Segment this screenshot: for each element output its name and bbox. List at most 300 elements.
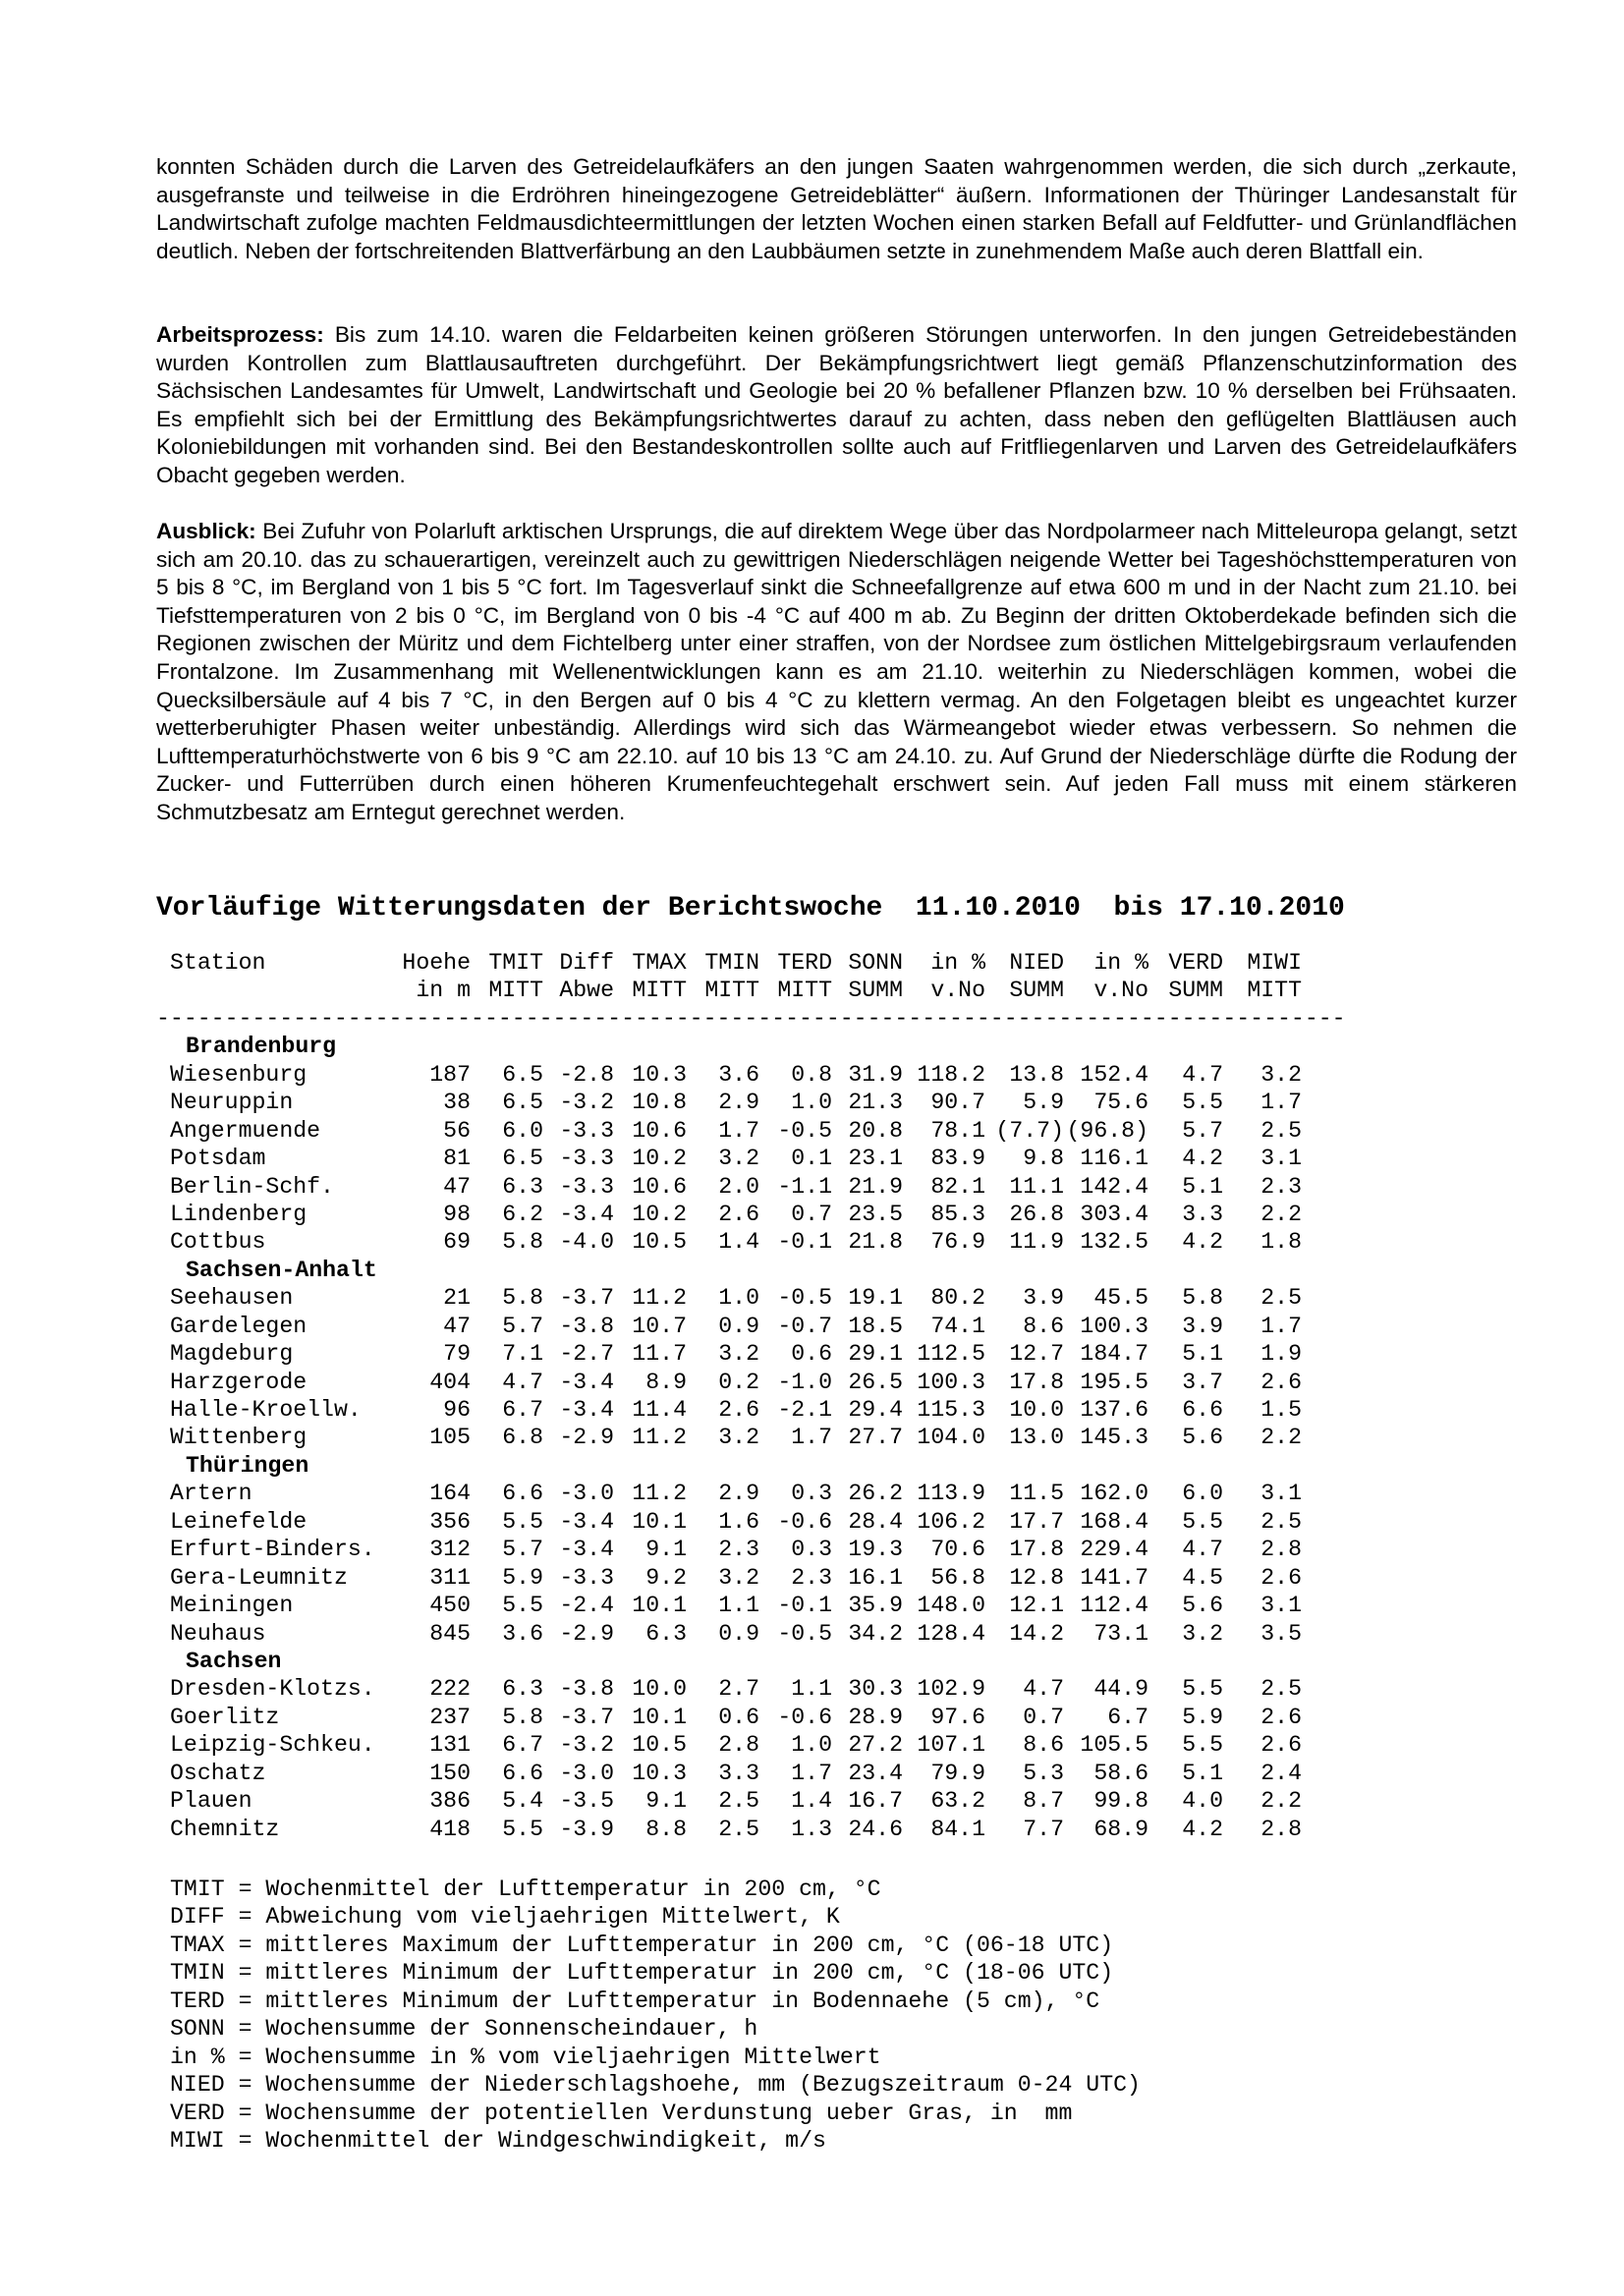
region-heading: Brandenburg	[186, 1034, 337, 1060]
data-cell: 13.0	[1009, 1425, 1064, 1451]
data-cell: -3.2	[559, 1732, 614, 1759]
data-cell: 12.1	[1009, 1593, 1064, 1619]
data-cell: 2.8	[1260, 1816, 1302, 1842]
column-header: MIWI	[1247, 950, 1302, 976]
station-name: Plauen	[170, 1788, 252, 1815]
data-cell: 2.3	[791, 1564, 832, 1591]
region-heading: Thüringen	[186, 1452, 309, 1479]
region-heading: Sachsen-Anhalt	[186, 1257, 377, 1283]
table-row	[156, 1816, 1473, 1843]
data-cell: -3.8	[559, 1676, 614, 1703]
data-cell: 3.1	[1260, 1146, 1302, 1172]
data-cell: -3.2	[559, 1090, 614, 1116]
data-cell: 4.7	[1182, 1061, 1223, 1088]
data-cell: 10.7	[632, 1313, 687, 1339]
data-cell: 20.8	[848, 1117, 903, 1144]
legend-entry: TMAX = mittleres Maximum der Lufttemperatur in 200 cm, °C (06-18 UTC)	[170, 1932, 1114, 1958]
data-cell: 10.5	[632, 1229, 687, 1256]
data-cell: 168.4	[1080, 1508, 1148, 1535]
data-cell: 0.6	[718, 1704, 759, 1730]
data-cell: 118.2	[917, 1061, 985, 1088]
data-cell: 5.9	[502, 1564, 543, 1591]
data-cell: 9.1	[645, 1788, 687, 1815]
data-cell: 1.0	[791, 1090, 832, 1116]
data-cell: 17.8	[1009, 1537, 1064, 1563]
station-name: Goerlitz	[170, 1704, 280, 1730]
station-name: Seehausen	[170, 1285, 294, 1312]
weather-data-table	[156, 949, 1473, 1843]
data-cell: 104.0	[917, 1425, 985, 1451]
data-cell: 1.7	[791, 1760, 832, 1786]
data-cell: -0.1	[777, 1229, 832, 1256]
data-cell: -2.9	[559, 1620, 614, 1647]
data-cell: 115.3	[917, 1397, 985, 1423]
data-cell: 5.5	[1182, 1732, 1223, 1759]
data-cell: 31.9	[848, 1061, 903, 1088]
station-name: Leipzig-Schkeu.	[170, 1732, 375, 1759]
column-header-unit: MITT	[488, 978, 543, 1004]
data-cell: 229.4	[1080, 1537, 1148, 1563]
data-cell: 21.8	[848, 1229, 903, 1256]
table-row	[156, 1592, 1473, 1619]
data-cell: 237	[429, 1704, 471, 1730]
legend-entry: VERD = Wochensumme der potentiellen Verdunstung ueber Gras, in mm	[170, 2100, 1073, 2126]
column-header-unit: v.No	[1093, 978, 1148, 1004]
data-cell: 3.5	[1260, 1620, 1302, 1647]
station-name: Wittenberg	[170, 1425, 308, 1451]
column-header: Station	[170, 950, 266, 976]
data-cell: 2.0	[718, 1173, 759, 1200]
data-cell: 2.8	[718, 1732, 759, 1759]
data-cell: 3.2	[1260, 1061, 1302, 1088]
data-cell: 106.2	[917, 1508, 985, 1535]
data-cell: 450	[429, 1593, 471, 1619]
data-cell: 5.6	[1182, 1593, 1223, 1619]
data-cell: 2.8	[1260, 1537, 1302, 1563]
data-cell: 5.9	[1023, 1090, 1064, 1116]
data-cell: 100.3	[917, 1369, 985, 1395]
data-cell: 6.0	[502, 1117, 543, 1144]
data-cell: 19.1	[848, 1285, 903, 1312]
data-cell: 23.4	[848, 1760, 903, 1786]
data-cell: 5.7	[1182, 1117, 1223, 1144]
data-cell: 6.3	[502, 1173, 543, 1200]
data-cell: -0.5	[777, 1117, 832, 1144]
data-cell: 14.2	[1009, 1620, 1064, 1647]
data-cell: 6.7	[502, 1397, 543, 1423]
data-cell: 1.4	[718, 1229, 759, 1256]
data-cell: 1.4	[791, 1788, 832, 1815]
data-cell: 9.1	[645, 1537, 687, 1563]
data-cell: 6.8	[502, 1425, 543, 1451]
data-cell: -3.3	[559, 1564, 614, 1591]
data-cell: 100.3	[1080, 1313, 1148, 1339]
data-cell: 5.9	[1182, 1704, 1223, 1730]
table-separator	[156, 1005, 1473, 1033]
data-cell: 7.7	[1023, 1816, 1064, 1842]
legend-entry: DIFF = Abweichung vom vieljaehrigen Mittelwert, K	[170, 1904, 840, 1931]
station-name: Lindenberg	[170, 1201, 308, 1227]
data-cell: 2.2	[1260, 1788, 1302, 1815]
data-cell: 12.7	[1009, 1341, 1064, 1368]
data-cell: 5.5	[502, 1816, 543, 1842]
station-name: Potsdam	[170, 1146, 266, 1172]
data-cell: 1.1	[791, 1676, 832, 1703]
data-cell: 29.1	[848, 1341, 903, 1368]
data-cell: 28.4	[848, 1508, 903, 1535]
data-cell: 150	[429, 1760, 471, 1786]
data-cell: 8.6	[1023, 1313, 1064, 1339]
region-heading: Sachsen	[186, 1648, 282, 1674]
data-cell: 5.8	[502, 1704, 543, 1730]
data-cell: 19.3	[848, 1537, 903, 1563]
data-cell: 6.3	[645, 1620, 687, 1647]
data-cell: 3.3	[1182, 1201, 1223, 1227]
data-cell: 17.8	[1009, 1369, 1064, 1395]
table-row	[156, 1313, 1473, 1340]
data-cell: 5.4	[502, 1788, 543, 1815]
data-cell: 85.3	[930, 1201, 985, 1227]
data-cell: 27.2	[848, 1732, 903, 1759]
data-cell: 386	[429, 1788, 471, 1815]
data-cell: 2.6	[1260, 1732, 1302, 1759]
data-cell: 12.8	[1009, 1564, 1064, 1591]
data-cell: 47	[443, 1173, 471, 1200]
data-cell: -3.5	[559, 1788, 614, 1815]
data-cell: 1.7	[791, 1425, 832, 1451]
data-cell: -3.3	[559, 1117, 614, 1144]
data-cell: 3.3	[718, 1760, 759, 1786]
table-row	[156, 1564, 1473, 1592]
data-cell: 1.0	[718, 1285, 759, 1312]
data-cell: 5.5	[1182, 1090, 1223, 1116]
station-name: Gardelegen	[170, 1313, 308, 1339]
data-cell: 3.2	[718, 1146, 759, 1172]
data-cell: 5.1	[1182, 1760, 1223, 1786]
legend-entry: SONN = Wochensumme der Sonnenscheindauer, h	[170, 2016, 758, 2043]
data-cell: 0.7	[791, 1201, 832, 1227]
data-cell: 26.5	[848, 1369, 903, 1395]
data-cell: 3.7	[1182, 1369, 1223, 1395]
column-header: in %	[930, 950, 985, 976]
data-cell: -3.3	[559, 1173, 614, 1200]
data-cell: 27.7	[848, 1425, 903, 1451]
data-cell: 2.5	[718, 1816, 759, 1842]
data-cell: 2.6	[718, 1397, 759, 1423]
table-row	[156, 1787, 1473, 1815]
data-cell: -0.1	[777, 1593, 832, 1619]
column-header: SONN	[848, 950, 903, 976]
data-cell: 6.5	[502, 1146, 543, 1172]
data-cell: 23.1	[848, 1146, 903, 1172]
data-cell: 5.5	[1182, 1508, 1223, 1535]
station-name: Gera-Leumnitz	[170, 1564, 348, 1591]
data-cell: 3.2	[718, 1341, 759, 1368]
data-cell: 1.3	[791, 1816, 832, 1842]
data-cell: 6.6	[502, 1481, 543, 1507]
table-row	[156, 1508, 1473, 1536]
data-cell: 4.2	[1182, 1146, 1223, 1172]
data-cell: 2.5	[1260, 1676, 1302, 1703]
column-header-unit: v.No	[930, 978, 985, 1004]
data-cell: 9.2	[645, 1564, 687, 1591]
station-name: Meiningen	[170, 1593, 294, 1619]
table-row	[156, 1480, 1473, 1507]
data-cell: 2.4	[1260, 1760, 1302, 1786]
data-cell: 6.6	[502, 1760, 543, 1786]
data-cell: 2.6	[1260, 1704, 1302, 1730]
data-cell: 3.9	[1182, 1313, 1223, 1339]
legend-entry: MIWI = Wochenmittel der Windgeschwindigkeit, m/s	[170, 2127, 826, 2154]
table-row	[156, 1061, 1473, 1089]
data-cell: 404	[429, 1369, 471, 1395]
data-cell: 2.2	[1260, 1425, 1302, 1451]
data-cell: -2.4	[559, 1593, 614, 1619]
data-cell: 5.1	[1182, 1341, 1223, 1368]
data-cell: 2.5	[1260, 1285, 1302, 1312]
data-cell: 21.3	[848, 1090, 903, 1116]
data-cell: 0.6	[791, 1341, 832, 1368]
table-row	[156, 1117, 1473, 1145]
data-cell: -0.6	[777, 1704, 832, 1730]
data-cell: 74.1	[930, 1313, 985, 1339]
data-cell: 29.4	[848, 1397, 903, 1423]
data-cell: -0.7	[777, 1313, 832, 1339]
data-cell: -3.9	[559, 1816, 614, 1842]
data-cell: 0.2	[718, 1369, 759, 1395]
column-header: in %	[1093, 950, 1148, 976]
data-cell: 76.9	[930, 1229, 985, 1256]
data-cell: -3.3	[559, 1146, 614, 1172]
data-cell: 28.9	[848, 1704, 903, 1730]
legend-entry: TERD = mittleres Minimum der Lufttemperatur in Bodennaehe (5 cm), °C	[170, 1988, 1100, 2014]
data-cell: 0.8	[791, 1061, 832, 1088]
data-cell: 6.7	[502, 1732, 543, 1759]
data-cell: 10.1	[632, 1704, 687, 1730]
data-cell: 10.3	[632, 1760, 687, 1786]
data-cell: 5.5	[502, 1593, 543, 1619]
data-cell: -2.9	[559, 1425, 614, 1451]
data-cell: 24.6	[848, 1816, 903, 1842]
data-cell: 4.2	[1182, 1229, 1223, 1256]
data-cell: 8.6	[1023, 1732, 1064, 1759]
column-header-unit: SUMM	[1009, 978, 1064, 1004]
data-cell: 1.8	[1260, 1229, 1302, 1256]
data-cell: 2.3	[1260, 1173, 1302, 1200]
table-row	[156, 1536, 1473, 1563]
data-cell: 142.4	[1080, 1173, 1148, 1200]
data-cell: -2.8	[559, 1061, 614, 1088]
data-cell: 13.8	[1009, 1061, 1064, 1088]
data-cell: 10.3	[632, 1061, 687, 1088]
data-cell: 11.2	[632, 1425, 687, 1451]
data-cell: 141.7	[1080, 1564, 1148, 1591]
data-cell: 845	[429, 1620, 471, 1647]
station-name: Neuhaus	[170, 1620, 266, 1647]
data-cell: 145.3	[1080, 1425, 1148, 1451]
data-cell: 5.1	[1182, 1173, 1223, 1200]
data-cell: 3.6	[502, 1620, 543, 1647]
data-cell: 82.1	[930, 1173, 985, 1200]
data-cell: 148.0	[917, 1593, 985, 1619]
data-cell: 3.2	[718, 1425, 759, 1451]
data-cell: 162.0	[1080, 1481, 1148, 1507]
data-cell: 11.5	[1009, 1481, 1064, 1507]
data-cell: 0.3	[791, 1537, 832, 1563]
data-cell: 78.1	[930, 1117, 985, 1144]
data-cell: 2.9	[718, 1090, 759, 1116]
data-cell: -1.0	[777, 1369, 832, 1395]
data-cell: 3.6	[718, 1061, 759, 1088]
data-cell: 1.7	[718, 1117, 759, 1144]
data-cell: 0.9	[718, 1620, 759, 1647]
data-cell: 8.7	[1023, 1788, 1064, 1815]
table-row	[156, 1145, 1473, 1172]
data-cell: 80.2	[930, 1285, 985, 1312]
data-cell: -3.4	[559, 1369, 614, 1395]
data-cell: 1.5	[1260, 1397, 1302, 1423]
data-cell: 222	[429, 1676, 471, 1703]
data-cell: 10.6	[632, 1173, 687, 1200]
table-row	[156, 1675, 1473, 1703]
data-cell: 2.5	[1260, 1117, 1302, 1144]
column-header: VERD	[1168, 950, 1223, 976]
data-cell: 30.3	[848, 1676, 903, 1703]
station-name: Oschatz	[170, 1760, 266, 1786]
data-cell: 10.8	[632, 1090, 687, 1116]
data-cell: 5.5	[1182, 1676, 1223, 1703]
column-header-unit: SUMM	[848, 978, 903, 1004]
data-cell: 5.3	[1023, 1760, 1064, 1786]
paragraph-ausblick	[156, 518, 1517, 827]
data-cell: 73.1	[1093, 1620, 1148, 1647]
data-cell: 1.7	[1260, 1313, 1302, 1339]
data-cell: 79	[443, 1341, 471, 1368]
table-title: Vorläufige Witterungsdaten der Berichtswoche 11.10.2010 bis 17.10.2010	[156, 893, 1345, 924]
data-cell: 69	[443, 1229, 471, 1256]
data-cell: 2.7	[718, 1676, 759, 1703]
column-header-unit: MITT	[1247, 978, 1302, 1004]
data-cell: 2.9	[718, 1481, 759, 1507]
data-cell: 5.8	[1182, 1285, 1223, 1312]
table-row	[156, 1340, 1473, 1368]
column-header: Diff	[559, 950, 614, 976]
data-cell: 35.9	[848, 1593, 903, 1619]
region-heading-row	[156, 1452, 1473, 1480]
data-cell: 4.7	[502, 1369, 543, 1395]
column-header-unit: Abwe	[559, 978, 614, 1004]
data-cell: -2.7	[559, 1341, 614, 1368]
data-cell: 5.8	[502, 1229, 543, 1256]
data-cell: 5.6	[1182, 1425, 1223, 1451]
data-cell: 312	[429, 1537, 471, 1563]
data-cell: -0.5	[777, 1620, 832, 1647]
data-cell: 11.1	[1009, 1173, 1064, 1200]
data-cell: -3.0	[559, 1760, 614, 1786]
data-cell: 11.2	[632, 1481, 687, 1507]
data-cell: 4.7	[1023, 1676, 1064, 1703]
data-cell: 311	[429, 1564, 471, 1591]
data-cell: 6.5	[502, 1090, 543, 1116]
data-cell: 75.6	[1093, 1090, 1148, 1116]
column-header: TMIT	[488, 950, 543, 976]
data-cell: 3.2	[1182, 1620, 1223, 1647]
data-cell: 6.0	[1182, 1481, 1223, 1507]
data-cell: 184.7	[1080, 1341, 1148, 1368]
column-header-unit: MITT	[777, 978, 832, 1004]
data-cell: 45.5	[1093, 1285, 1148, 1312]
station-name: Angermuende	[170, 1117, 321, 1144]
data-cell: 2.5	[718, 1788, 759, 1815]
table-row	[156, 1396, 1473, 1424]
data-cell: 16.7	[848, 1788, 903, 1815]
data-cell: 56.8	[930, 1564, 985, 1591]
data-cell: -3.4	[559, 1397, 614, 1423]
data-cell: 0.3	[791, 1481, 832, 1507]
station-name: Neuruppin	[170, 1090, 294, 1116]
data-cell: 2.5	[1260, 1508, 1302, 1535]
data-cell: -3.4	[559, 1537, 614, 1563]
data-cell: 7.1	[502, 1341, 543, 1368]
data-cell: 8.8	[645, 1816, 687, 1842]
data-cell: 1.9	[1260, 1341, 1302, 1368]
data-cell: 6.2	[502, 1201, 543, 1227]
station-name: Erfurt-Binders.	[170, 1537, 375, 1563]
data-cell: 105	[429, 1425, 471, 1451]
data-cell: -3.7	[559, 1285, 614, 1312]
data-cell: 10.1	[632, 1593, 687, 1619]
data-cell: 8.9	[645, 1369, 687, 1395]
station-name: Dresden-Klotzs.	[170, 1676, 375, 1703]
table-row	[156, 1089, 1473, 1116]
data-cell: 11.9	[1009, 1229, 1064, 1256]
data-cell: 97.6	[930, 1704, 985, 1730]
data-cell: 2.6	[1260, 1369, 1302, 1395]
data-cell: 21	[443, 1285, 471, 1312]
data-cell: 34.2	[848, 1620, 903, 1647]
data-cell: 4.2	[1182, 1816, 1223, 1842]
data-cell: 26.2	[848, 1481, 903, 1507]
data-cell: 113.9	[917, 1481, 985, 1507]
data-cell: 11.7	[632, 1341, 687, 1368]
legend-entry: NIED = Wochensumme der Niederschlagshoehe, mm (Bezugszeitraum 0-24 UTC)	[170, 2072, 1141, 2099]
data-cell: 107.1	[917, 1732, 985, 1759]
data-cell: -2.1	[777, 1397, 832, 1423]
paragraph-text: Bis zum 14.10. waren die Feldarbeiten keinen größeren Störungen unterworfen. In den jungen Getreidebeständen wurden Kontrollen zum Blattlausauftreten durchgeführt. Der Bekämpfungsrichtwert liegt gemäß Pflanzenschutzinformation des Sächsischen Landesamtes für Umwelt, Landwirtschaft und Geologie bei 20 % befallener Pflanzen bzw. 10 % derselben bei Frühsaaten. Es empfiehlt sich bei der Ermittlung des Bekämpfungsrichtwertes darauf zu achten, dass neben den geflügelten Blattläusen auch Koloniebildungen mit vorhanden sind. Bei den Bestandeskontrollen sollte auch auf Fritfliegenlarven und Larven des Getreidelaufkäfers Obacht gegeben werden.	[156, 322, 1517, 487]
separator-line: ---------------------------------------------------------------------------------------	[156, 1005, 1346, 1032]
data-cell: 99.8	[1093, 1788, 1148, 1815]
data-cell: 58.6	[1093, 1760, 1148, 1786]
data-cell: 418	[429, 1816, 471, 1842]
data-cell: 10.2	[632, 1201, 687, 1227]
data-cell: 90.7	[930, 1090, 985, 1116]
data-cell: 68.9	[1093, 1816, 1148, 1842]
data-cell: 105.5	[1080, 1732, 1148, 1759]
data-cell: 152.4	[1080, 1061, 1148, 1088]
data-cell: (7.7)	[995, 1117, 1064, 1144]
data-cell: 10.1	[632, 1508, 687, 1535]
data-cell: 2.6	[1260, 1564, 1302, 1591]
data-cell: 10.6	[632, 1117, 687, 1144]
station-name: Halle-Kroellw.	[170, 1397, 362, 1423]
data-cell: 1.1	[718, 1593, 759, 1619]
table-row	[156, 1369, 1473, 1396]
data-cell: 0.7	[1023, 1704, 1064, 1730]
data-cell: 23.5	[848, 1201, 903, 1227]
data-cell: 0.1	[791, 1146, 832, 1172]
data-cell: 1.7	[1260, 1090, 1302, 1116]
data-cell: 5.5	[502, 1508, 543, 1535]
